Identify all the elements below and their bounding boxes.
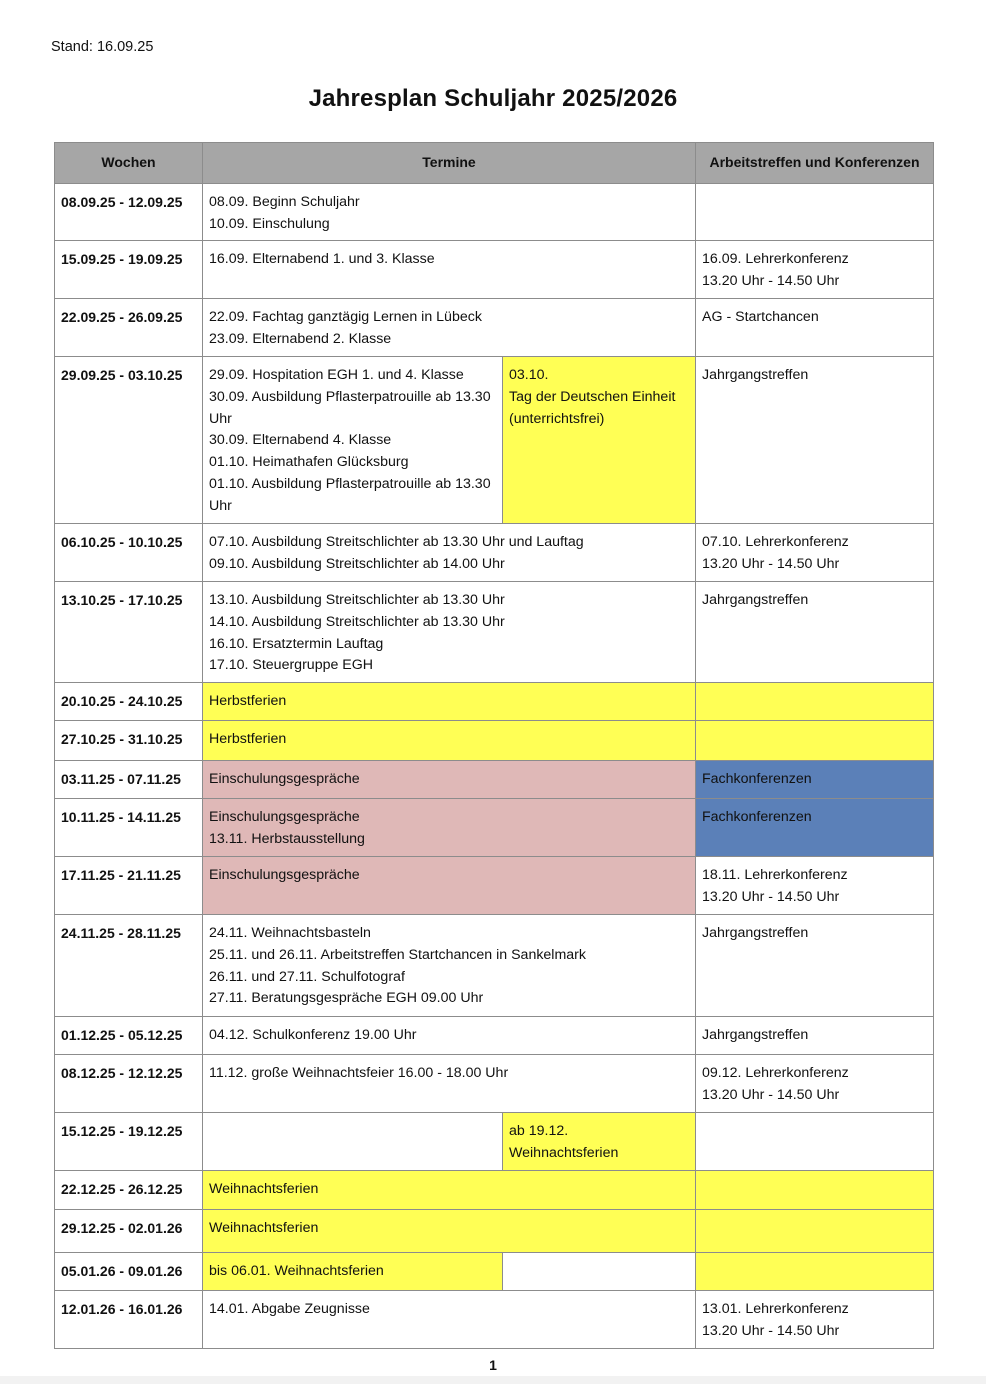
konferenzen-cell bbox=[696, 857, 934, 915]
konferenz-entry: Jahrgangstreffen bbox=[702, 925, 809, 941]
termine-cell bbox=[203, 184, 696, 241]
table-row bbox=[55, 357, 934, 524]
table-row bbox=[55, 683, 934, 721]
termine-cell bbox=[203, 524, 696, 582]
week-cell: 08.09.25 - 12.09.25 bbox=[55, 184, 203, 241]
table-row bbox=[55, 582, 934, 683]
konferenzen-cell bbox=[696, 1291, 934, 1349]
holiday-date: 03.10. bbox=[509, 367, 549, 383]
holiday-cell bbox=[203, 1210, 696, 1253]
termin-entry: 23.09. Elternabend 2. Klasse bbox=[209, 330, 392, 347]
table-header-row bbox=[55, 143, 934, 184]
week-cell: 03.11.25 - 07.11.25 bbox=[55, 761, 203, 799]
holiday-name: Herbstferien bbox=[209, 693, 287, 709]
table-row bbox=[55, 915, 934, 1017]
termin-entry: 14.01. Abgabe Zeugnisse bbox=[209, 1301, 370, 1317]
termin-entry: 17.10. Steuergruppe EGH bbox=[209, 657, 374, 674]
termin-entry: 09.10. Ausbildung Streitschlichter ab 14.00 Uhr bbox=[209, 555, 505, 572]
table-row bbox=[55, 1171, 934, 1210]
konferenz-entry: Fachkonferenzen bbox=[702, 809, 812, 825]
konferenz-time: 13.20 Uhr - 14.50 Uhr bbox=[702, 272, 840, 289]
konferenzen-cell bbox=[696, 1017, 934, 1055]
week-cell: 01.12.25 - 05.12.25 bbox=[55, 1017, 203, 1055]
table-row bbox=[55, 299, 934, 357]
table-row bbox=[55, 799, 934, 857]
konferenzen-cell bbox=[696, 915, 934, 1017]
termine-cell bbox=[203, 1055, 696, 1113]
holiday-name: Weihnachtsferien bbox=[509, 1144, 619, 1161]
termin-entry: 16.10. Ersatztermin Lauftag bbox=[209, 635, 384, 652]
termin-entry: 30.09. Ausbildung Pflasterpatrouille ab 13.30 Uhr bbox=[209, 388, 491, 427]
termin-entry: 13.11. Herbstausstellung bbox=[209, 830, 365, 847]
table-row bbox=[55, 721, 934, 761]
termin-entry: 24.11. Weihnachtsbasteln bbox=[209, 925, 371, 941]
holiday-name: bis 06.01. Weihnachtsferien bbox=[209, 1263, 384, 1279]
holiday-cell bbox=[203, 1171, 696, 1210]
week-cell: 22.09.25 - 26.09.25 bbox=[55, 299, 203, 357]
annual-plan-table bbox=[54, 142, 934, 1349]
konferenz-entry: Jahrgangstreffen bbox=[702, 1027, 809, 1043]
termine-cell bbox=[203, 1291, 696, 1349]
week-cell: 10.11.25 - 14.11.25 bbox=[55, 799, 203, 857]
week-cell: 29.12.25 - 02.01.26 bbox=[55, 1210, 203, 1253]
fachkonferenz-cell bbox=[696, 799, 934, 857]
termin-entry: 01.10. Ausbildung Pflasterpatrouille ab 13.30 Uhr bbox=[209, 475, 491, 514]
page-number: 1 bbox=[489, 1357, 497, 1373]
konferenz-entry: 16.09. Lehrerkonferenz bbox=[702, 251, 849, 267]
konferenzen-cell bbox=[696, 524, 934, 582]
holiday-date: ab 19.12. bbox=[509, 1123, 569, 1139]
week-cell: 29.09.25 - 03.10.25 bbox=[55, 357, 203, 524]
konferenzen-cell bbox=[696, 184, 934, 241]
konferenzen-cell bbox=[696, 582, 934, 683]
column-header-termine: Termine bbox=[203, 143, 696, 184]
konferenz-time: 13.20 Uhr - 14.50 Uhr bbox=[702, 1086, 840, 1103]
konferenzen-cell bbox=[696, 357, 934, 524]
einschulung-cell bbox=[203, 857, 696, 915]
termin-entry: 27.11. Beratungsgespräche EGH 09.00 Uhr bbox=[209, 990, 484, 1007]
termin-entry: 11.12. große Weihnachtsfeier 16.00 - 18.00 Uhr bbox=[209, 1065, 509, 1081]
week-cell: 08.12.25 - 12.12.25 bbox=[55, 1055, 203, 1113]
termine-cell bbox=[203, 357, 503, 524]
termine-cell bbox=[203, 582, 696, 683]
table-row bbox=[55, 761, 934, 799]
holiday-name: Herbstferien bbox=[209, 731, 287, 747]
table-row bbox=[55, 857, 934, 915]
page-title: Jahresplan Schuljahr 2025/2026 bbox=[308, 85, 678, 112]
termin-entry: 14.10. Ausbildung Streitschlichter ab 13.30 Uhr bbox=[209, 613, 505, 630]
termin-entry: 29.09. Hospitation EGH 1. und 4. Klasse bbox=[209, 367, 464, 383]
konferenz-entry: 13.01. Lehrerkonferenz bbox=[702, 1301, 849, 1317]
holiday-name: Weihnachtsferien bbox=[209, 1181, 319, 1197]
holiday-cell bbox=[503, 1113, 696, 1171]
holiday-cell bbox=[203, 1253, 503, 1291]
termin-entry: 08.09. Beginn Schuljahr bbox=[209, 194, 360, 210]
konferenz-entry: AG - Startchancen bbox=[702, 309, 819, 325]
konferenzen-cell bbox=[696, 241, 934, 299]
table-row bbox=[55, 1210, 934, 1253]
konferenzen-cell bbox=[696, 1210, 934, 1253]
week-cell: 05.01.26 - 09.01.26 bbox=[55, 1253, 203, 1291]
termin-entry: 04.12. Schulkonferenz 19.00 Uhr bbox=[209, 1027, 417, 1043]
column-header-konferenzen: Arbeitstreffen und Konferenzen bbox=[696, 143, 934, 184]
week-cell: 20.10.25 - 24.10.25 bbox=[55, 683, 203, 721]
termin-entry: 10.09. Einschulung bbox=[209, 215, 330, 232]
termin-entry: 22.09. Fachtag ganztägig Lernen in Lübeck bbox=[209, 309, 482, 325]
table-row bbox=[55, 184, 934, 241]
termine-cell bbox=[203, 1113, 503, 1171]
table-row bbox=[55, 1291, 934, 1349]
termin-entry: 26.11. und 27.11. Schulfotograf bbox=[209, 968, 405, 985]
termin-entry: 30.09. Elternabend 4. Klasse bbox=[209, 432, 392, 449]
konferenz-time: 13.20 Uhr - 14.50 Uhr bbox=[702, 888, 840, 905]
table-row bbox=[55, 524, 934, 582]
week-cell: 12.01.26 - 16.01.26 bbox=[55, 1291, 203, 1349]
konferenz-entry: 18.11. Lehrerkonferenz bbox=[702, 867, 848, 883]
konferenz-entry: Jahrgangstreffen bbox=[702, 367, 809, 383]
week-cell: 15.12.25 - 19.12.25 bbox=[55, 1113, 203, 1171]
table-row bbox=[55, 1017, 934, 1055]
holiday-cell bbox=[503, 357, 696, 524]
konferenzen-cell bbox=[696, 721, 934, 761]
table-row bbox=[55, 1253, 934, 1291]
holiday-name: Weihnachtsferien bbox=[209, 1220, 319, 1236]
termine-cell bbox=[203, 299, 696, 357]
einschulung-cell bbox=[203, 761, 696, 799]
konferenz-entry: 07.10. Lehrerkonferenz bbox=[702, 534, 849, 550]
week-cell: 22.12.25 - 26.12.25 bbox=[55, 1171, 203, 1210]
termine-cell bbox=[203, 1017, 696, 1055]
einschulung-cell bbox=[203, 799, 696, 857]
week-cell: 13.10.25 - 17.10.25 bbox=[55, 582, 203, 683]
konferenz-entry: Jahrgangstreffen bbox=[702, 592, 809, 608]
termin-entry: Einschulungsgespräche bbox=[209, 771, 360, 787]
termine-cell bbox=[203, 915, 696, 1017]
week-cell: 17.11.25 - 21.11.25 bbox=[55, 857, 203, 915]
holiday-name: Tag der Deutschen Einheit bbox=[509, 388, 676, 405]
stand-date: Stand: 16.09.25 bbox=[51, 39, 154, 55]
holiday-cell bbox=[203, 721, 696, 761]
konferenzen-cell bbox=[696, 1253, 934, 1291]
week-cell: 27.10.25 - 31.10.25 bbox=[55, 721, 203, 761]
termin-entry: 07.10. Ausbildung Streitschlichter ab 13.30 Uhr und Lauftag bbox=[209, 534, 584, 550]
table-row bbox=[55, 1055, 934, 1113]
week-cell: 15.09.25 - 19.09.25 bbox=[55, 241, 203, 299]
konferenzen-cell bbox=[696, 683, 934, 721]
table-row bbox=[55, 1113, 934, 1171]
konferenz-time: 13.20 Uhr - 14.50 Uhr bbox=[702, 1322, 840, 1339]
termine-cell bbox=[203, 241, 696, 299]
konferenz-entry: Fachkonferenzen bbox=[702, 771, 812, 787]
konferenz-entry: 09.12. Lehrerkonferenz bbox=[702, 1065, 849, 1081]
week-cell: 06.10.25 - 10.10.25 bbox=[55, 524, 203, 582]
fachkonferenz-cell bbox=[696, 761, 934, 799]
termin-entry: Einschulungsgespräche bbox=[209, 867, 360, 883]
konferenz-time: 13.20 Uhr - 14.50 Uhr bbox=[702, 555, 840, 572]
table-row bbox=[55, 241, 934, 299]
termin-entry: 13.10. Ausbildung Streitschlichter ab 13.30 Uhr bbox=[209, 592, 505, 608]
page-edge bbox=[0, 1376, 986, 1384]
konferenzen-cell bbox=[696, 299, 934, 357]
termin-entry: 01.10. Heimathafen Glücksburg bbox=[209, 454, 409, 471]
konferenzen-cell bbox=[696, 1113, 934, 1171]
termin-entry: 16.09. Elternabend 1. und 3. Klasse bbox=[209, 251, 435, 267]
column-header-wochen: Wochen bbox=[55, 143, 203, 184]
holiday-cell bbox=[203, 683, 696, 721]
konferenzen-cell bbox=[696, 1055, 934, 1113]
termine-side-cell bbox=[503, 1253, 696, 1291]
termin-entry: 25.11. und 26.11. Arbeitstreffen Startchancen in Sankelmark bbox=[209, 946, 586, 963]
week-cell: 24.11.25 - 28.11.25 bbox=[55, 915, 203, 1017]
termin-entry: Einschulungsgespräche bbox=[209, 809, 360, 825]
holiday-note: (unterrichtsfrei) bbox=[509, 410, 605, 427]
konferenzen-cell bbox=[696, 1171, 934, 1210]
